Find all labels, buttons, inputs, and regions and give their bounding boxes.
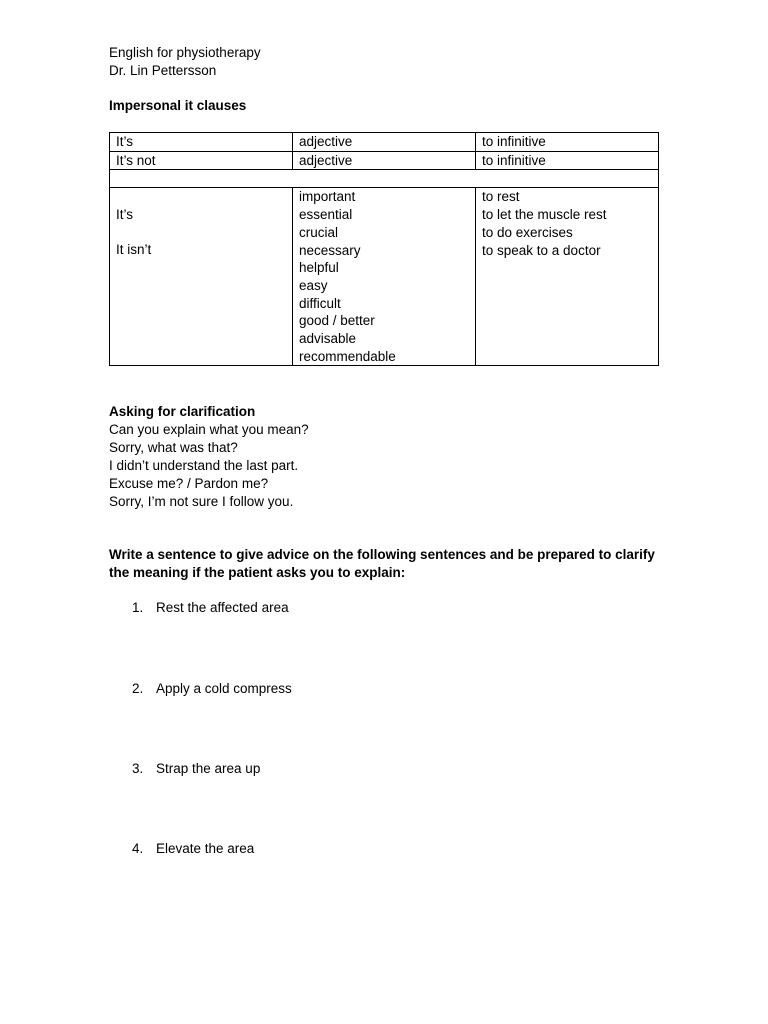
adjective-item: necessary: [299, 242, 361, 258]
task-item: [132, 840, 254, 858]
infinitive-item: to do exercises: [482, 224, 573, 240]
impersonal-section-title: Impersonal it clauses: [109, 98, 247, 113]
infinitive-item: to speak to a doctor: [482, 242, 601, 258]
impersonal-clauses-table: [109, 132, 659, 366]
task-instruction: Write a sentence to give advice on the following sentences and be prepared to clarify the meaning if the patient asks you to explain:: [109, 547, 655, 580]
task-item-text: Elevate the area: [156, 841, 255, 856]
subject-item: It isn’t: [116, 242, 152, 258]
table-row: [110, 151, 659, 170]
task-item: [132, 680, 292, 698]
adjective-item: good / better: [299, 313, 375, 329]
table-cell: to infinitive: [476, 151, 659, 170]
table-row: [110, 133, 659, 152]
task-item-number: 2.: [132, 681, 144, 696]
clarification-phrase: Can you explain what you mean?: [109, 422, 309, 437]
task-item: [132, 760, 260, 778]
adjective-item: advisable: [299, 331, 357, 347]
clarification-phrase: Sorry, I’m not sure I follow you.: [109, 494, 294, 509]
table-cell: adjective: [293, 151, 476, 170]
task-item-text: Rest the affected area: [156, 600, 289, 615]
task-item-number: 3.: [132, 761, 144, 776]
adjective-item: important: [299, 189, 356, 205]
adjective-item: recommendable: [299, 348, 396, 364]
adjective-item: helpful: [299, 260, 339, 276]
clarification-phrase: Sorry, what was that?: [109, 440, 238, 455]
task-item-number: 4.: [132, 841, 144, 856]
subject-item: It’s: [116, 207, 134, 223]
adjective-item: crucial: [299, 224, 339, 240]
clarification-section: [109, 403, 309, 511]
task-item-text: Strap the area up: [156, 761, 261, 776]
task-item-number: 1.: [132, 600, 144, 615]
task-item: [132, 599, 289, 617]
author-name: Dr. Lin Pettersson: [109, 63, 217, 78]
table-cell: adjective: [293, 133, 476, 152]
table-cell: It’s not: [110, 151, 293, 170]
table-cell: It’s: [110, 133, 293, 152]
adjectives-cell: [293, 188, 476, 366]
infinitive-item: to rest: [482, 189, 520, 205]
infinitive-item: to let the muscle rest: [482, 207, 607, 223]
adjective-item: easy: [299, 277, 328, 293]
adjective-item: difficult: [299, 295, 341, 311]
table-cell: to infinitive: [476, 133, 659, 152]
table-row-examples: [110, 188, 659, 366]
clarification-section-title: Asking for clarification: [109, 404, 256, 419]
course-title: English for physiotherapy: [109, 45, 261, 60]
infinitives-cell: [476, 188, 659, 366]
document-header: [109, 44, 261, 80]
clarification-phrase: I didn’t understand the last part.: [109, 458, 299, 473]
subjects-cell: [110, 188, 293, 366]
adjective-item: essential: [299, 207, 353, 223]
table-spacer-cell: [110, 170, 659, 188]
task-item-text: Apply a cold compress: [156, 681, 292, 696]
clarification-phrase: Excuse me? / Pardon me?: [109, 476, 269, 491]
table-spacer-row: [110, 170, 659, 188]
